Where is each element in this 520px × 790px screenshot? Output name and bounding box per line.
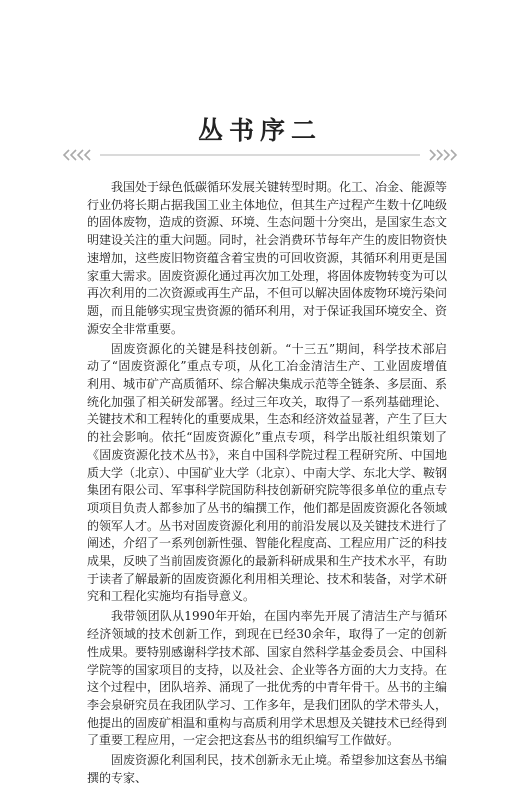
paragraph: 我国处于绿色低碳循环发展关键转型时期。化工、冶金、能源等行业仍将长期占据我国工业主体地位，但其生产过程产生数十亿吨级的固体废物，造成的资源、环境、生态问题十分突出，是国家生态文明建设关注的重大问题。同时，社会消费环节每年产生的废旧物资快速增加，这些废旧物资蕴含着宝贵的可回收资源，其循环利用更是国家重大需求。固废资源化通过再次加工处理，将固体废物转变为可以再次利用的二次资源或再生产品，不但可以解决固体废物环境污染问题，而且能够实现宝贵资源的循环利用，对于保证我国环境安全、资源安全非常重要。 [87, 180, 448, 336]
paragraph: 固废资源化利国利民，技术创新永无止境。希望参加这套丛书编撰的专家、 [87, 753, 448, 786]
paragraph: 我带领团队从1990年开始，在国内率先开展了清洁生产与循环经济领域的技术创新工作，到现在已经30余年，取得了一定的创新性成果。要特别感谢科学技术部、国家自然科学基金委员会、中国科学院等的国家项目的支持，以及社会、企业等各方面的大力支持。在这个过程中，团队培养、涌现了一批优秀的中青年骨干。丛书的主编李会泉研究员在我团队学习、工作多年，是我们团队的学术带头人，他提出的固废矿相温和重构与高质利用学术思想及关键技术已经得到了重要工程应用，一定会把这套丛书的组织编写工作做好。 [87, 609, 448, 748]
preface-body [87, 179, 447, 790]
right-chevrons-icon [430, 150, 456, 160]
paragraph: 固废资源化的关键是科技创新。“十三五”期间，科学技术部启动了“固废资源化”重点专项，从化工冶金清洁生产、工业固废增值利用、城市矿产高质循环、综合解决集成示范等全链条、多层面、系统化加强了相关研发部署。经过三年攻关，取得了一系列基础理论、关键技术和工程转化的重要成果，生态和经济效益显著，产生了巨大的社会影响。依托“固废资源化”重点专项，科学出版社组织策划了《固废资源化技术丛书》，来自中国科学院过程工程研究所、中国地质大学（北京）、中国矿业大学（北京）、中南大学、东北大学、鞍钢集团有限公司、军事科学院国防科技创新研究院等很多单位的重点专项项目负责人都参加了丛书的编撰工作，他们都是固废资源化各领域的领军人才。丛书对固废资源化利用的前沿发展以及关键技术进行了阐述，介绍了一系列创新性强、智能化程度高、工程应用广泛的科技成果，反映了当前固废资源化的最新科研成果和生产技术水平，有助于读者了解最新的固废资源化利用相关理论、技术和装备，对学术研究和工程化实施均有指导意义。 [87, 341, 448, 604]
preface-title: 丛书序二 [197, 116, 322, 145]
left-chevrons-icon [64, 150, 90, 160]
decorative-divider [60, 148, 460, 162]
